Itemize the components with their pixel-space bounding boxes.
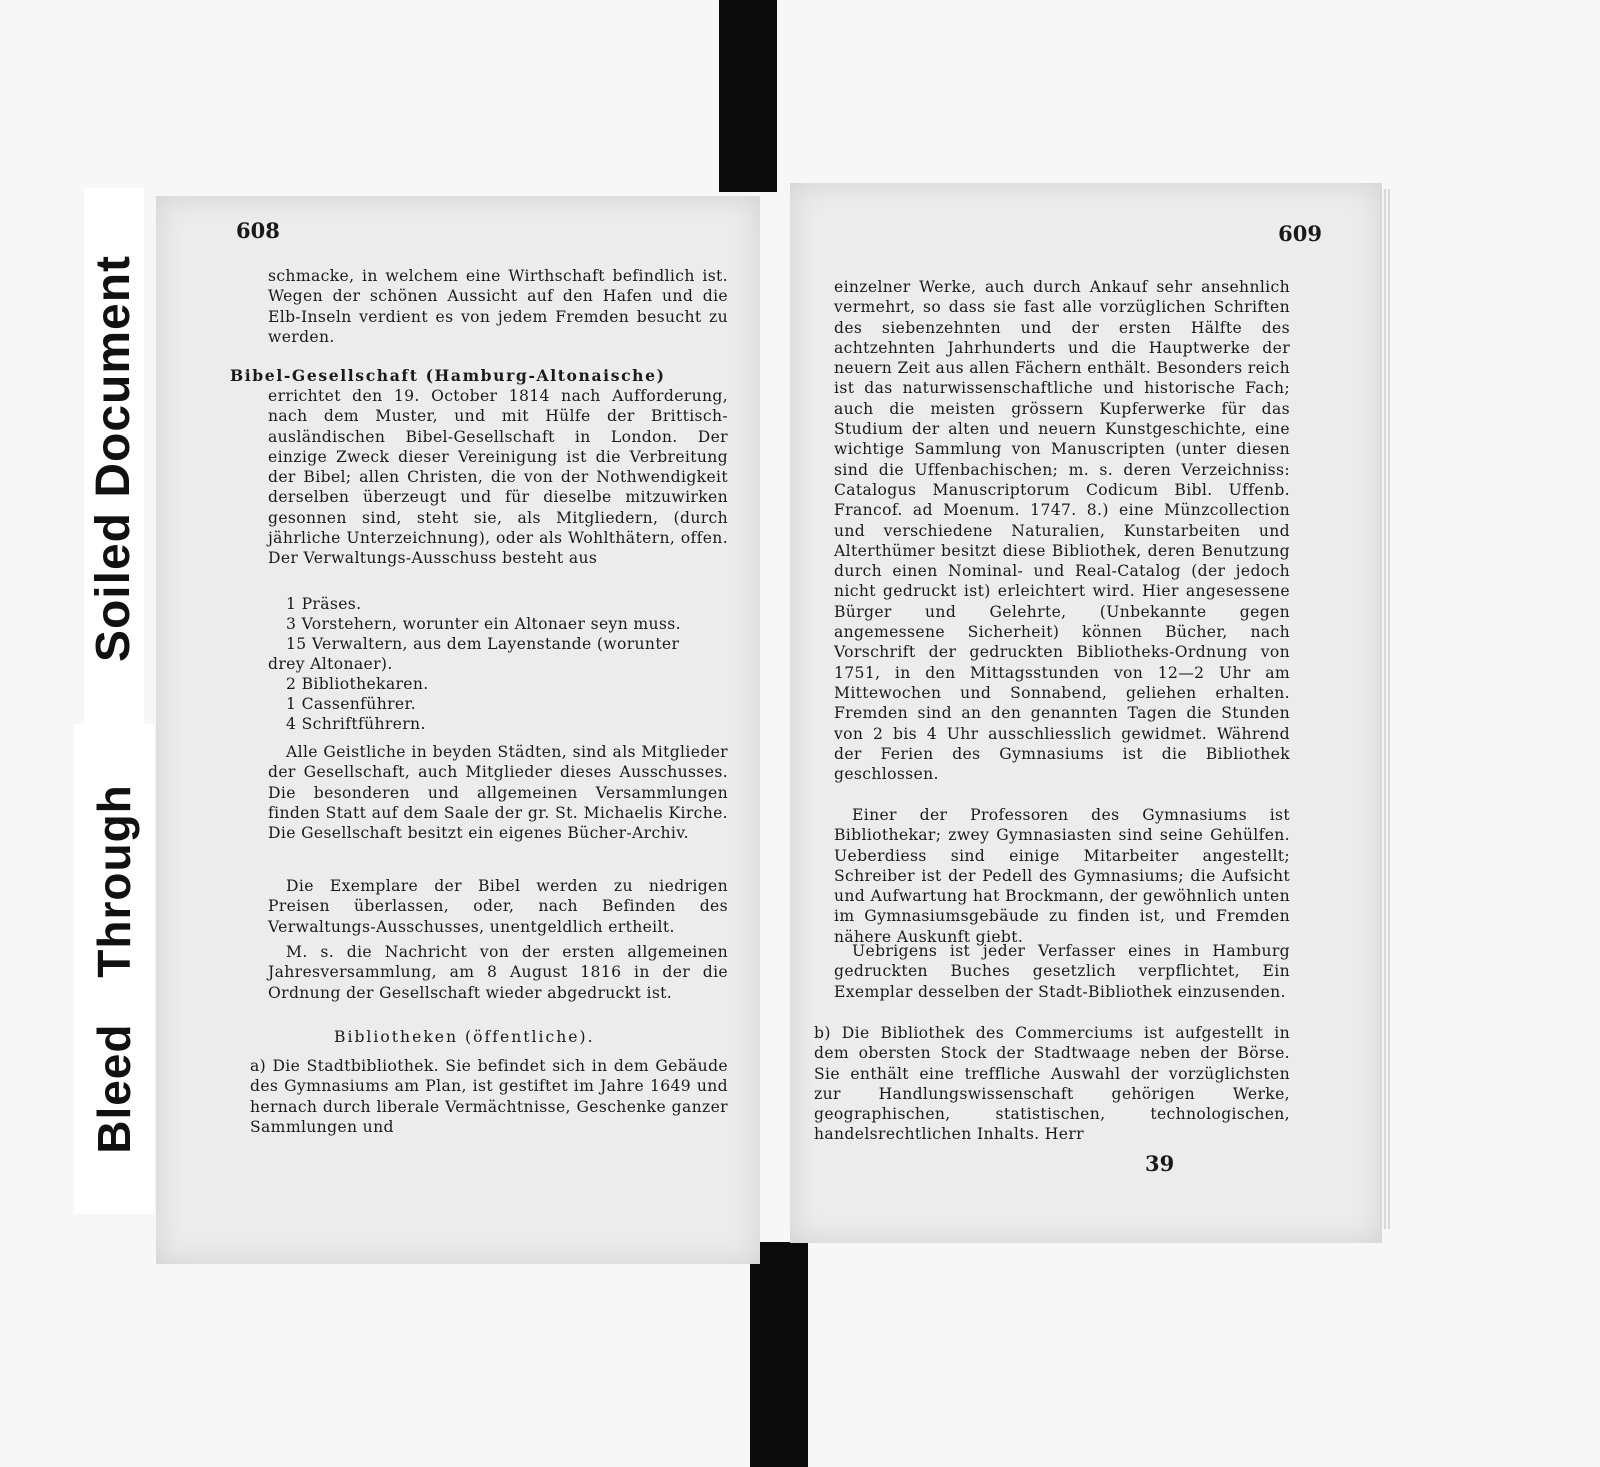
soiled-document-label: Soiled Document <box>87 254 141 662</box>
professoren-paragraph: Einer der Professoren des Gymnasiums ist Bibliothekar; zwey Gymnasiasten sind seine Gehülfen. Ueberdiess sind einige Mitarbeiter angestellt; Schreiber ist der Pedell des Gymnasiums; die Aufsicht und Aufwartung hat Brockmann, der gewöhnlich unten im Gymnasiumsgebäude zu finden ist, und Fremden nähere Auskunft giebt. <box>834 806 1290 946</box>
stadtbibliothek-paragraph: a) Die Stadtbibliothek. Sie befindet sich in dem Gebäude des Gymnasiums am Plan, ist gestiftet im Jahre 1649 und hernach durch liberale Vermächtnisse, Geschenke ganzer Sammlungen und <box>250 1057 728 1136</box>
commercium-bibliothek-paragraph: b) Die Bibliothek des Commerciums ist aufgestellt in dem obersten Stock der Stadtwaage neben der Börse. Sie enthält eine treffliche Auswahl der vorzüglichsten zur Handlungswissenschaft gehörigen Werke, geographischen, statistischen, technologischen, handelsrechtlichen Inhalts. Herr <box>814 1024 1290 1144</box>
right-page-number: 609 <box>1278 221 1322 246</box>
member-item: 4 Schriftführern. <box>286 715 426 733</box>
member-item: drey Altonaer). <box>268 655 393 673</box>
right-page <box>790 183 1382 1243</box>
stadtbibliothek-continued: einzelner Werke, auch durch Ankauf sehr ansehnlich vermehrt, so dass sie fast alle vorzüglichen Schriften des siebenzehnten und der ersten Hälfte des achtzehnten Jahrhunderts und die Hauptwerke der neuern Zeit aus allen Fächern enthält. Besonders reich ist das naturwissenschaftliche und historische Fach; auch die meisten grössern Kupferwerke für das Studium der alten und neuern Kunstgeschichte, eine wichtige Sammlung von Manuscripten (unter diesen sind die Uffenbachischen; m. s. deren Verzeichniss: Catalogus Manuscriptorum Codicum Bibl. Uffenb. Francof. ad Moenum. 1747. 8.) eine Münzcollection und verschiedene Naturalien, Kunstarbeiten und Alterthümer besitzt diese Bibliothek, deren Benutzung durch einen Nominal- und Real-Catalog (der jedoch nicht gedruckt ist) erleichtert wird. Hier angesessene Bürger und Gelehrte, (Unbekannte gegen angemessene Sicherheit) können Bücher, nach Vorschrift der gedruckten Bibliotheks-Ordnung von 1751, in den Mittagsstunden von 12—2 Uhr am Mittewochen und Sonnabend, geliehen erhalten. Fremden sind an den genannten Tagen die Stunden von 2 bis 4 Uhr ausschliesslich gewidmet. Während der Ferien des Gymnasiums ist die Bibliothek geschlossen. <box>834 278 1290 784</box>
bleed-through-stamp <box>74 724 154 1214</box>
bleed-through-label: Bleed Through <box>88 784 141 1154</box>
bibel-gesellschaft-heading: Bibel-Gesellschaft (Hamburg-Altonaische) <box>230 366 666 385</box>
left-page <box>156 196 760 1264</box>
hafen-paragraph: schmacke, in welchem eine Wirthschaft befindlich ist. Wegen der schönen Aussicht auf den Hafen und die Elb-Inseln verdient es von jedem Fremden besucht zu werden. <box>268 267 728 346</box>
binding-gutter-top <box>719 0 777 192</box>
geistliche-paragraph: Alle Geistliche in beyden Städten, sind als Mitglieder der Gesellschaft, auch Mitglieder dieses Ausschusses. Die besonderen und allgemeinen Versammlungen finden Statt auf dem Saale der gr. St. Michaelis Kirche. Die Gesellschaft besitzt ein eigenes Bücher-Archiv. <box>268 743 728 843</box>
nachricht-reference: M. s. die Nachricht von der ersten allgemeinen Jahresversammlung, am 8 August 1816 in der die Ordnung der Gesellschaft wieder abgedruckt ist. <box>268 943 728 1002</box>
exemplare-paragraph: Die Exemplare der Bibel werden zu niedrigen Preisen überlassen, oder, nach Befinden des Verwaltungs-Ausschusses, unentgeldlich ertheilt. <box>268 877 728 936</box>
left-page-number: 608 <box>236 218 280 243</box>
bibliotheken-heading: Bibliotheken (öffentliche). <box>334 1028 595 1046</box>
member-item: 15 Verwaltern, aus dem Layenstande (worunter <box>286 635 680 653</box>
member-item: 1 Cassenführer. <box>286 695 416 713</box>
member-item: 1 Präses. <box>286 595 362 613</box>
binding-gutter-bottom <box>750 1242 808 1467</box>
uebrigens-paragraph: Uebrigens ist jeder Verfasser eines in Hamburg gedruckten Buches gesetzlich verpflichtet, Ein Exemplar desselben der Stadt-Bibliothek einzusenden. <box>834 942 1290 1001</box>
member-item: 3 Vorstehern, worunter ein Altonaer seyn muss. <box>286 615 681 633</box>
bibel-gesellschaft-body: errichtet den 19. October 1814 nach Aufforderung, nach dem Muster, und mit Hülfe der Brittisch-ausländischen Bibel-Gesellschaft in London. Der einzige Zweck dieser Vereinigung ist die Verbreitung der Bibel; allen Christen, die von der Nothwendigkeit derselben überzeugt und für dieselbe mitzuwirken gesonnen sind, steht sie, als Mitgliedern, (durch jährliche Unterzeichnung), oder als Wohlthätern, offen. Der Verwaltungs-Ausschuss besteht aus <box>268 387 728 568</box>
bibel-gesellschaft-entry <box>230 366 728 386</box>
printer-signature-mark: 39 <box>1145 1151 1175 1176</box>
member-item: 2 Bibliothekaren. <box>286 675 429 693</box>
soiled-document-stamp <box>84 188 144 728</box>
